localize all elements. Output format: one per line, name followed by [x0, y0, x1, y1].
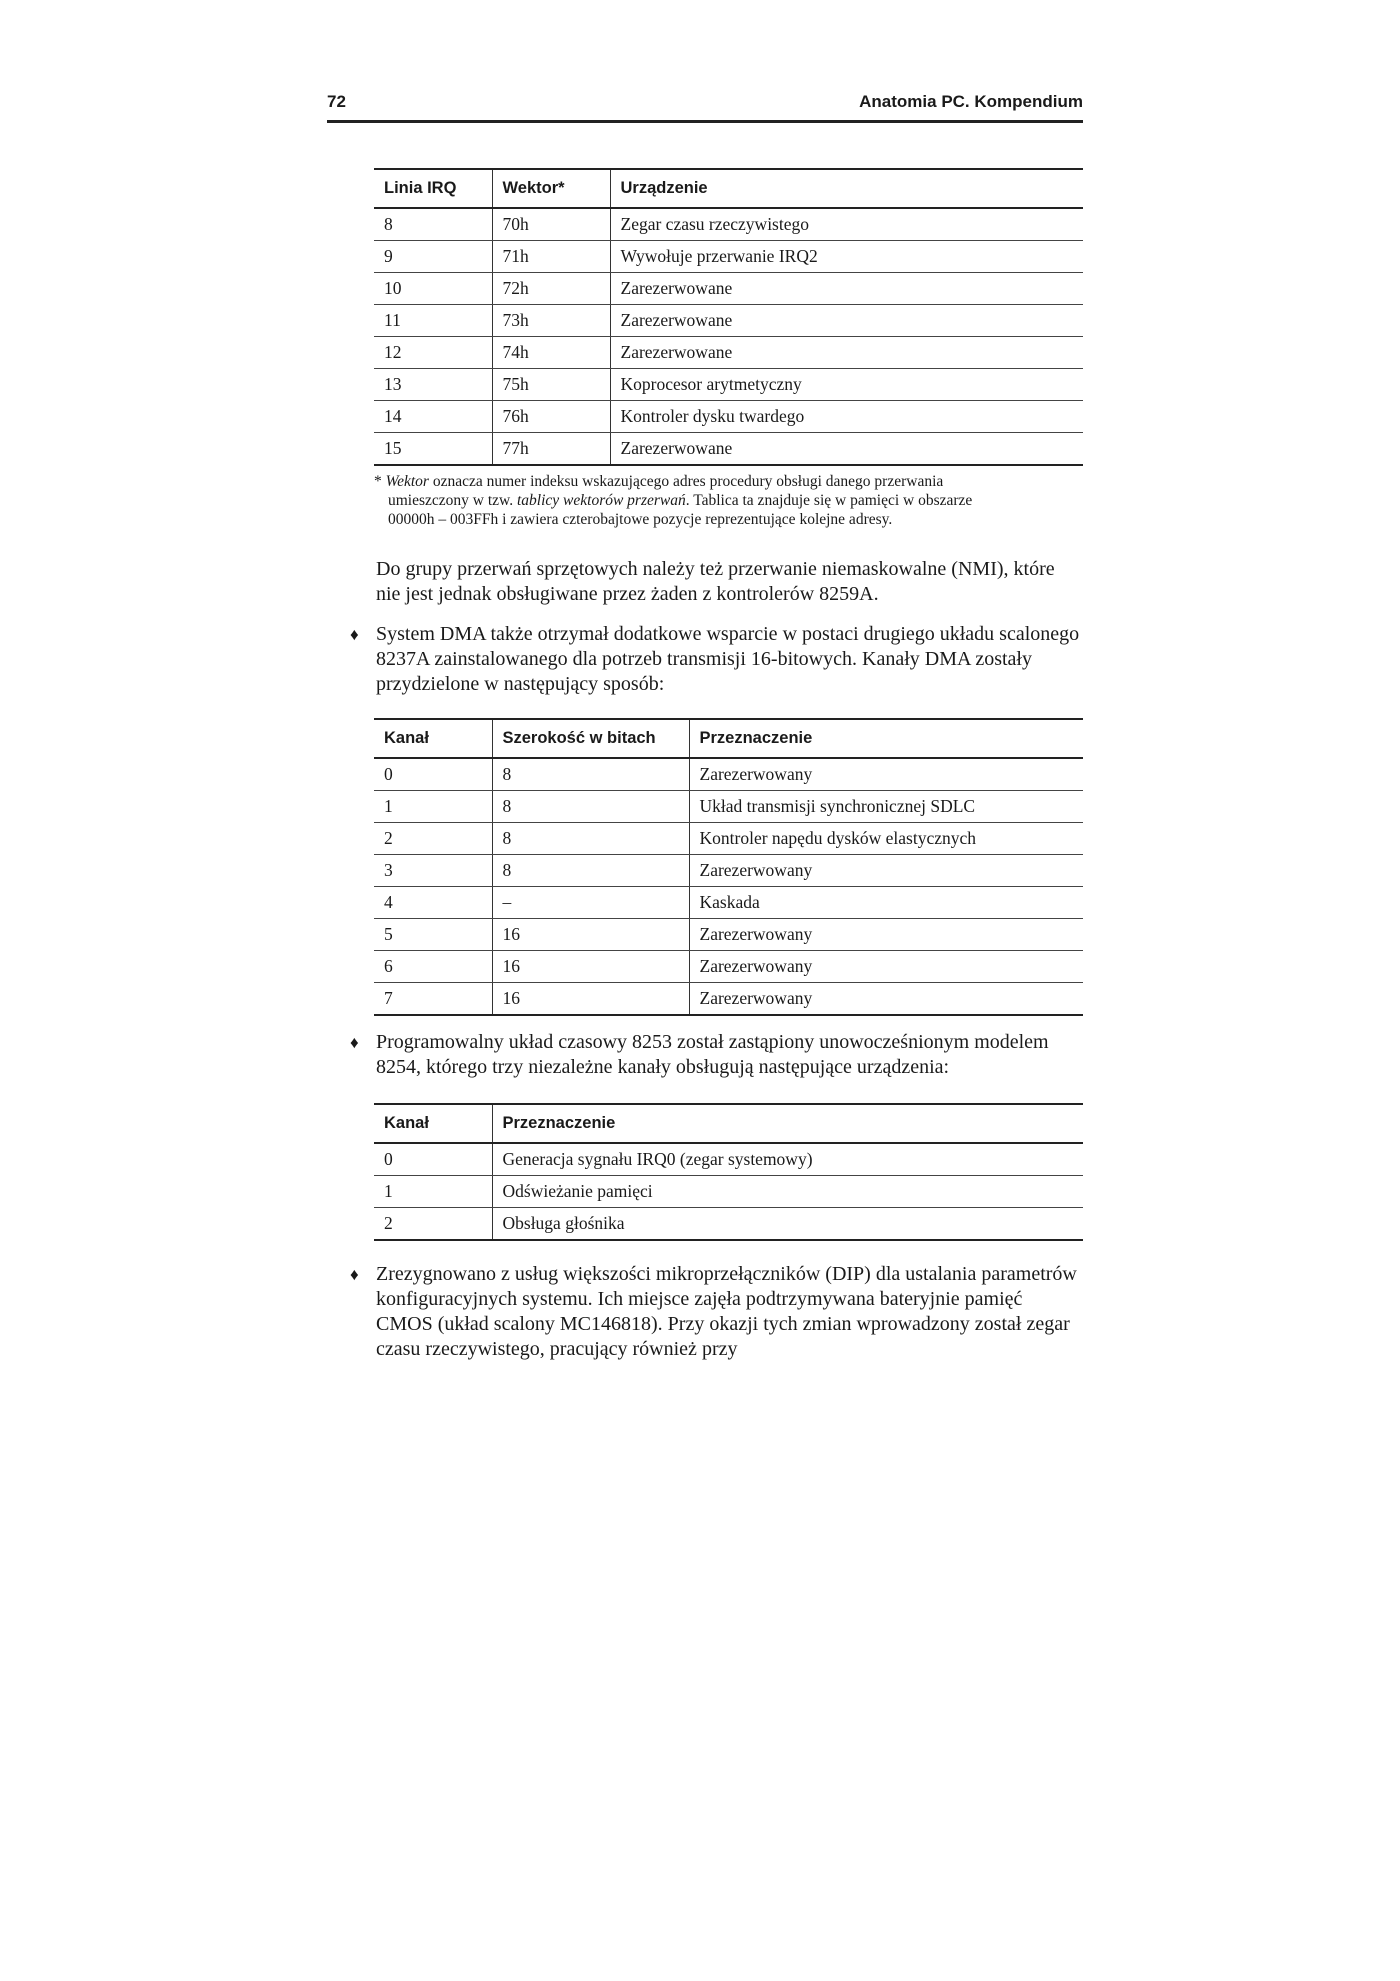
irq-cell: 13 — [374, 369, 492, 401]
width-cell: 8 — [492, 855, 689, 887]
timer-table — [374, 1103, 1083, 1241]
paragraph-timer: Programowalny układ czasowy 8253 został zastąpiony unowocześnionym modelem 8254, którego trzy niezależne kanały obsługują następujące urządzenia: — [376, 1031, 1049, 1078]
vector-cell: 75h — [492, 369, 610, 401]
footnote-line2-italic: tablicy wektorów przerwań — [516, 492, 686, 509]
purpose-cell: Odświeżanie pamięci — [492, 1176, 1083, 1208]
device-cell: Koprocesor arytmetyczny — [610, 369, 1083, 401]
channel-cell: 2 — [374, 823, 492, 855]
book-title: Anatomia PC. Kompendium — [859, 92, 1083, 111]
irq-header-device: Urządzenie — [610, 169, 1083, 208]
device-cell: Kontroler dysku twardego — [610, 401, 1083, 433]
irq-cell: 15 — [374, 433, 492, 466]
table-row — [374, 305, 1083, 337]
width-cell: 16 — [492, 919, 689, 951]
table-row — [374, 1143, 1083, 1176]
dma-header-channel: Kanał — [374, 719, 492, 758]
dma-table — [374, 718, 1083, 1016]
table-row — [374, 791, 1083, 823]
page-number: 72 — [327, 92, 346, 111]
table-row — [374, 241, 1083, 273]
width-cell: 16 — [492, 983, 689, 1016]
width-cell: 8 — [492, 823, 689, 855]
paragraph-dma: System DMA także otrzymał dodatkowe wsparcie w postaci drugiego układu scalonego 8237A zainstalowanego dla potrzeb transmisji 16-bitowych. Kanały DMA zostały przydzielone w następujący sposób: — [376, 623, 1080, 695]
vector-cell: 77h — [492, 433, 610, 466]
table-row — [374, 369, 1083, 401]
purpose-cell: Obsługa głośnika — [492, 1208, 1083, 1241]
footnote-line2-a: umieszczony w tzw. — [388, 492, 517, 509]
timer-header-channel: Kanał — [374, 1104, 492, 1143]
table-row — [374, 1208, 1083, 1241]
table-row — [374, 337, 1083, 369]
footnote-line2-b: . Tablica ta znajduje się w pamięci w obszarze — [685, 492, 973, 509]
vector-cell: 71h — [492, 241, 610, 273]
device-cell: Zarezerwowane — [610, 337, 1083, 369]
width-cell: – — [492, 887, 689, 919]
purpose-cell: Kontroler napędu dysków elastycznych — [689, 823, 1083, 855]
paragraph-cmos: Zrezygnowano z usług większości mikroprzełączników (DIP) dla ustalania parametrów konfiguracyjnych systemu. Ich miejsce zajęła podtrzymywana bateryjnie pamięć CMOS (układ scalony MC146818). Przy okazji tych zmian wprowadzony został zegar czasu rzeczywistego, pracujący również przy — [376, 1263, 1077, 1360]
footnote-line3: 00000h – 003FFh i zawiera czterobajtowe pozycje reprezentujące kolejne adresy. — [388, 511, 893, 528]
purpose-cell: Zarezerwowany — [689, 951, 1083, 983]
dma-header-width: Szerokość w bitach — [492, 719, 689, 758]
irq-table — [374, 168, 1083, 466]
irq-header-vector: Wektor* — [492, 169, 610, 208]
bullet-diamond-icon: ♦ — [350, 1265, 359, 1284]
channel-cell: 0 — [374, 1143, 492, 1176]
irq-cell: 14 — [374, 401, 492, 433]
bullet-diamond-icon: ♦ — [350, 625, 359, 644]
table-row — [374, 758, 1083, 791]
irq-cell: 12 — [374, 337, 492, 369]
page-header — [327, 92, 1083, 123]
channel-cell: 1 — [374, 1176, 492, 1208]
purpose-cell: Zarezerwowany — [689, 855, 1083, 887]
channel-cell: 3 — [374, 855, 492, 887]
irq-header-line: Linia IRQ — [374, 169, 492, 208]
dma-header-purpose: Przeznaczenie — [689, 719, 1083, 758]
vector-cell: 72h — [492, 273, 610, 305]
purpose-cell: Kaskada — [689, 887, 1083, 919]
irq-cell: 9 — [374, 241, 492, 273]
width-cell: 8 — [492, 791, 689, 823]
table-row — [374, 887, 1083, 919]
table-row — [374, 983, 1083, 1016]
channel-cell: 5 — [374, 919, 492, 951]
purpose-cell: Zarezerwowany — [689, 758, 1083, 791]
purpose-cell: Zarezerwowany — [689, 919, 1083, 951]
vector-cell: 73h — [492, 305, 610, 337]
purpose-cell: Układ transmisji synchronicznej SDLC — [689, 791, 1083, 823]
table-row — [374, 855, 1083, 887]
channel-cell: 4 — [374, 887, 492, 919]
device-cell: Zarezerwowane — [610, 273, 1083, 305]
vector-cell: 70h — [492, 208, 610, 241]
purpose-cell: Generacja sygnału IRQ0 (zegar systemowy) — [492, 1143, 1083, 1176]
channel-cell: 6 — [374, 951, 492, 983]
width-cell: 8 — [492, 758, 689, 791]
table-row — [374, 823, 1083, 855]
irq-cell: 8 — [374, 208, 492, 241]
table-footnote — [374, 472, 1074, 529]
table-row — [374, 1176, 1083, 1208]
table-row — [374, 401, 1083, 433]
device-cell: Zarezerwowane — [610, 305, 1083, 337]
dma-table-header-row — [374, 719, 1083, 758]
table-row — [374, 951, 1083, 983]
channel-cell: 7 — [374, 983, 492, 1016]
irq-cell: 10 — [374, 273, 492, 305]
width-cell: 16 — [492, 951, 689, 983]
footnote-line1: oznacza numer indeksu wskazującego adres procedury obsługi danego przerwania — [428, 473, 944, 490]
table-row — [374, 273, 1083, 305]
device-cell: Zarezerwowane — [610, 433, 1083, 466]
timer-header-purpose: Przeznaczenie — [492, 1104, 1083, 1143]
purpose-cell: Zarezerwowany — [689, 983, 1083, 1016]
timer-table-header-row — [374, 1104, 1083, 1143]
channel-cell: 2 — [374, 1208, 492, 1241]
device-cell: Zegar czasu rzeczywistego — [610, 208, 1083, 241]
channel-cell: 0 — [374, 758, 492, 791]
table-row — [374, 433, 1083, 466]
vector-cell: 74h — [492, 337, 610, 369]
irq-cell: 11 — [374, 305, 492, 337]
footnote-star: * — [374, 473, 382, 490]
vector-cell: 76h — [492, 401, 610, 433]
footnote-term: Wektor — [385, 473, 429, 490]
channel-cell: 1 — [374, 791, 492, 823]
footnote-line2 — [374, 491, 1074, 510]
paragraph-nmi: Do grupy przerwań sprzętowych należy też przerwanie niemaskowalne (NMI), które nie jest jednak obsługiwane przez żaden z kontrolerów 8259A. — [376, 558, 1055, 605]
bullet-diamond-icon: ♦ — [350, 1033, 359, 1052]
irq-table-header-row — [374, 169, 1083, 208]
table-row — [374, 208, 1083, 241]
table-row — [374, 919, 1083, 951]
device-cell: Wywołuje przerwanie IRQ2 — [610, 241, 1083, 273]
